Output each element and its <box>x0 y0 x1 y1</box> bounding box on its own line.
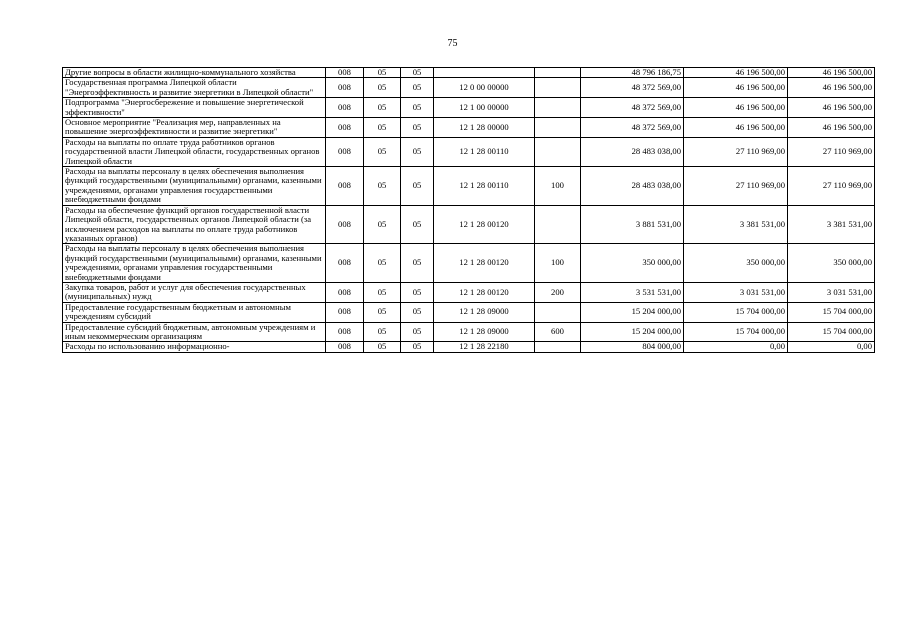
expense-name-cell: Другие вопросы в области жилищно-коммунального хозяйства <box>63 68 326 78</box>
target-article-cell: 12 1 28 09000 <box>434 302 535 322</box>
admin-code-cell: 008 <box>326 282 364 302</box>
subsection-code-cell: 05 <box>401 137 434 166</box>
expense-type-cell: 100 <box>535 167 581 206</box>
amount-year1-cell: 48 372 569,00 <box>581 118 684 138</box>
section-code-cell: 05 <box>364 302 401 322</box>
target-article-cell <box>434 68 535 78</box>
table-row <box>63 98 875 118</box>
subsection-code-cell: 05 <box>401 342 434 352</box>
amount-year3-cell: 46 196 500,00 <box>788 68 875 78</box>
subsection-code-cell: 05 <box>401 282 434 302</box>
amount-year1-cell: 3 881 531,00 <box>581 205 684 244</box>
section-code-cell: 05 <box>364 205 401 244</box>
amount-year2-cell: 15 704 000,00 <box>684 302 788 322</box>
expense-name-cell: Подпрограмма "Энергосбережение и повышение энергетической эффективности" <box>63 98 326 118</box>
expense-name-cell: Предоставление государственным бюджетным и автономным учреждениям субсидий <box>63 302 326 322</box>
section-code-cell: 05 <box>364 167 401 206</box>
expense-type-cell <box>535 98 581 118</box>
amount-year1-cell: 48 796 186,75 <box>581 68 684 78</box>
admin-code-cell: 008 <box>326 137 364 166</box>
amount-year2-cell: 27 110 969,00 <box>684 137 788 166</box>
expense-name-cell: Расходы на выплаты персоналу в целях обеспечения выполнения функций государственными (муниципальными) органами, казенными учреждениями, органами управления государственными внебюджетными фондами <box>63 167 326 206</box>
amount-year3-cell: 46 196 500,00 <box>788 98 875 118</box>
amount-year1-cell: 48 372 569,00 <box>581 78 684 98</box>
amount-year3-cell: 27 110 969,00 <box>788 137 875 166</box>
admin-code-cell: 008 <box>326 118 364 138</box>
target-article-cell: 12 1 28 00120 <box>434 244 535 283</box>
table-row <box>63 342 875 352</box>
amount-year1-cell: 15 204 000,00 <box>581 302 684 322</box>
amount-year3-cell: 46 196 500,00 <box>788 118 875 138</box>
amount-year3-cell: 3 381 531,00 <box>788 205 875 244</box>
expense-name-cell: Расходы по использованию информационно- <box>63 342 326 352</box>
expense-type-cell: 600 <box>535 322 581 342</box>
expense-name-cell: Государственная программа Липецкой области "Энергоэффективность и развитие энергетики в Липецкой области" <box>63 78 326 98</box>
subsection-code-cell: 05 <box>401 302 434 322</box>
section-code-cell: 05 <box>364 78 401 98</box>
section-code-cell: 05 <box>364 322 401 342</box>
amount-year3-cell: 15 704 000,00 <box>788 302 875 322</box>
admin-code-cell: 008 <box>326 302 364 322</box>
amount-year1-cell: 28 483 038,00 <box>581 137 684 166</box>
subsection-code-cell: 05 <box>401 205 434 244</box>
amount-year2-cell: 0,00 <box>684 342 788 352</box>
expense-type-cell: 200 <box>535 282 581 302</box>
amount-year2-cell: 46 196 500,00 <box>684 68 788 78</box>
subsection-code-cell: 05 <box>401 68 434 78</box>
subsection-code-cell: 05 <box>401 118 434 138</box>
expense-type-cell <box>535 137 581 166</box>
target-article-cell: 12 1 28 00110 <box>434 137 535 166</box>
section-code-cell: 05 <box>364 98 401 118</box>
amount-year2-cell: 46 196 500,00 <box>684 78 788 98</box>
target-article-cell: 12 1 28 00000 <box>434 118 535 138</box>
amount-year2-cell: 350 000,00 <box>684 244 788 283</box>
amount-year3-cell: 350 000,00 <box>788 244 875 283</box>
expense-type-cell <box>535 118 581 138</box>
target-article-cell: 12 1 28 00120 <box>434 205 535 244</box>
target-article-cell: 12 1 28 00110 <box>434 167 535 206</box>
amount-year1-cell: 48 372 569,00 <box>581 98 684 118</box>
amount-year3-cell: 0,00 <box>788 342 875 352</box>
admin-code-cell: 008 <box>326 342 364 352</box>
amount-year1-cell: 15 204 000,00 <box>581 322 684 342</box>
expense-type-cell <box>535 68 581 78</box>
section-code-cell: 05 <box>364 137 401 166</box>
expense-type-cell <box>535 78 581 98</box>
subsection-code-cell: 05 <box>401 322 434 342</box>
target-article-cell: 12 1 28 09000 <box>434 322 535 342</box>
amount-year2-cell: 3 031 531,00 <box>684 282 788 302</box>
subsection-code-cell: 05 <box>401 98 434 118</box>
admin-code-cell: 008 <box>326 98 364 118</box>
target-article-cell: 12 0 00 00000 <box>434 78 535 98</box>
amount-year1-cell: 3 531 531,00 <box>581 282 684 302</box>
expense-type-cell: 100 <box>535 244 581 283</box>
admin-code-cell: 008 <box>326 68 364 78</box>
section-code-cell: 05 <box>364 282 401 302</box>
budget-table <box>62 67 875 353</box>
subsection-code-cell: 05 <box>401 78 434 98</box>
expense-type-cell <box>535 342 581 352</box>
table-row <box>63 282 875 302</box>
admin-code-cell: 008 <box>326 322 364 342</box>
admin-code-cell: 008 <box>326 78 364 98</box>
table-row <box>63 167 875 206</box>
amount-year2-cell: 3 381 531,00 <box>684 205 788 244</box>
expense-name-cell: Закупка товаров, работ и услуг для обеспечения государственных (муниципальных) нужд <box>63 282 326 302</box>
amount-year2-cell: 27 110 969,00 <box>684 167 788 206</box>
table-row <box>63 68 875 78</box>
amount-year3-cell: 46 196 500,00 <box>788 78 875 98</box>
table-row <box>63 137 875 166</box>
section-code-cell: 05 <box>364 68 401 78</box>
section-code-cell: 05 <box>364 118 401 138</box>
page-number: 75 <box>447 38 458 49</box>
amount-year3-cell: 27 110 969,00 <box>788 167 875 206</box>
admin-code-cell: 008 <box>326 244 364 283</box>
expense-name-cell: Расходы на выплаты персоналу в целях обеспечения выполнения функций государственными (муниципальными) органами, казенными учреждениями, органами управления государственными внебюджетными фондами <box>63 244 326 283</box>
amount-year1-cell: 804 000,00 <box>581 342 684 352</box>
subsection-code-cell: 05 <box>401 167 434 206</box>
expense-type-cell <box>535 205 581 244</box>
amount-year1-cell: 350 000,00 <box>581 244 684 283</box>
budget-table-body <box>63 68 875 353</box>
expense-type-cell <box>535 302 581 322</box>
amount-year2-cell: 46 196 500,00 <box>684 118 788 138</box>
expense-name-cell: Расходы на обеспечение функций органов государственной власти Липецкой области, государственных органов Липецкой области (за исключением расходов на выплаты по оплате труда работников указанных органов) <box>63 205 326 244</box>
amount-year2-cell: 15 704 000,00 <box>684 322 788 342</box>
target-article-cell: 12 1 28 00120 <box>434 282 535 302</box>
section-code-cell: 05 <box>364 244 401 283</box>
admin-code-cell: 008 <box>326 205 364 244</box>
expense-name-cell: Расходы на выплаты по оплате труда работников органов государственной власти Липецкой области, государственных органов Липецкой области <box>63 137 326 166</box>
table-row <box>63 205 875 244</box>
amount-year3-cell: 15 704 000,00 <box>788 322 875 342</box>
table-row <box>63 322 875 342</box>
amount-year2-cell: 46 196 500,00 <box>684 98 788 118</box>
table-row <box>63 118 875 138</box>
target-article-cell: 12 1 28 22180 <box>434 342 535 352</box>
amount-year3-cell: 3 031 531,00 <box>788 282 875 302</box>
expense-name-cell: Основное мероприятие "Реализация мер, направленных на повышение энергоэффективности и развитие энергетики" <box>63 118 326 138</box>
table-row <box>63 302 875 322</box>
section-code-cell: 05 <box>364 342 401 352</box>
subsection-code-cell: 05 <box>401 244 434 283</box>
admin-code-cell: 008 <box>326 167 364 206</box>
table-row <box>63 78 875 98</box>
table-row <box>63 244 875 283</box>
amount-year1-cell: 28 483 038,00 <box>581 167 684 206</box>
expense-name-cell: Предоставление субсидий бюджетным, автономным учреждениям и иным некоммерческим организациям <box>63 322 326 342</box>
target-article-cell: 12 1 00 00000 <box>434 98 535 118</box>
